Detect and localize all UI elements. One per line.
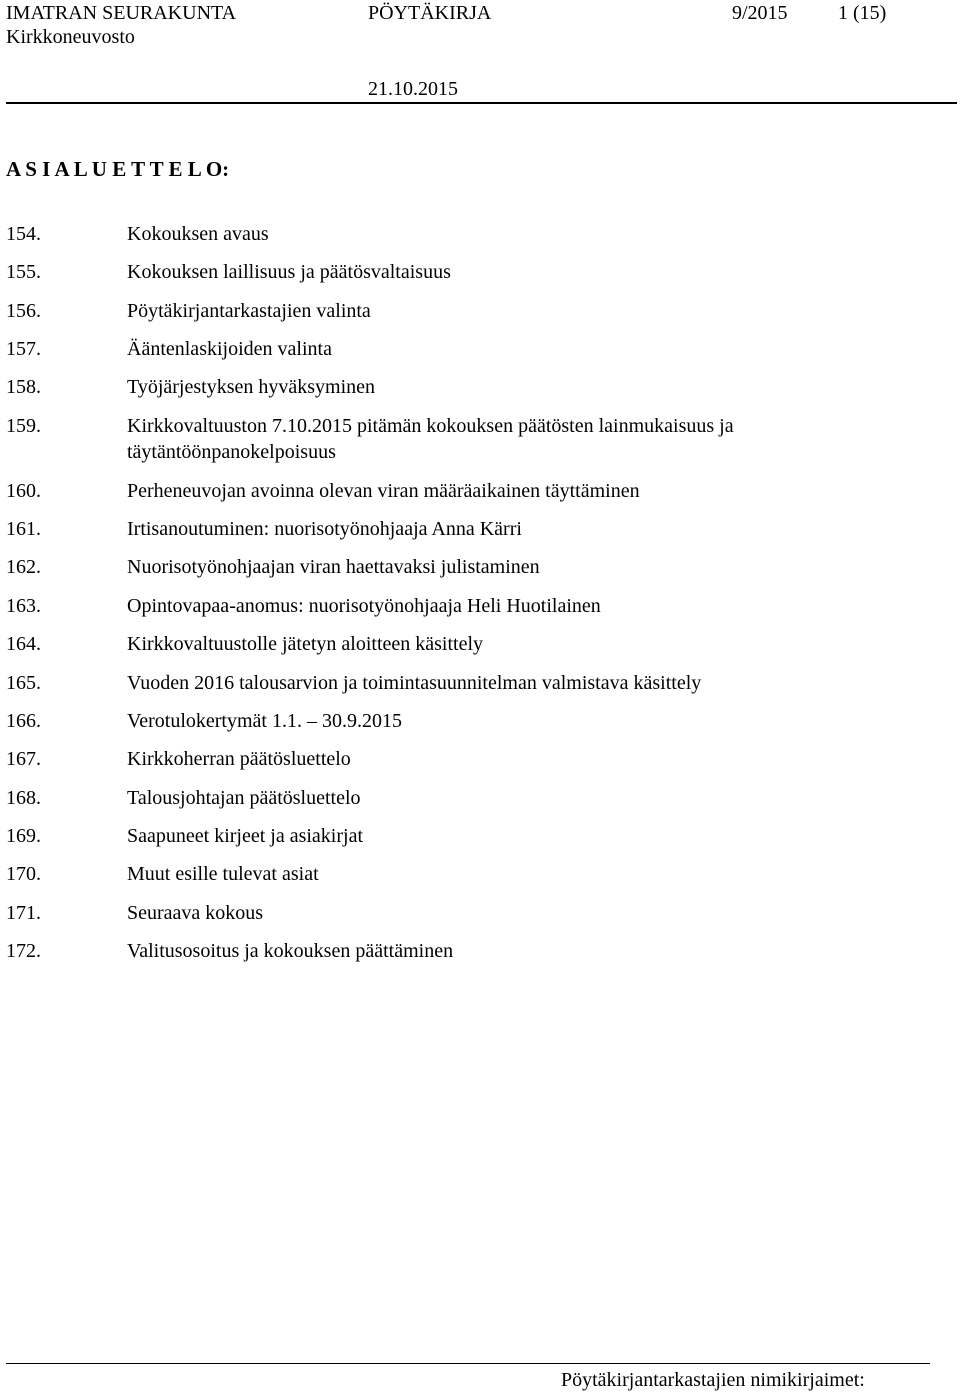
meeting-date: 21.10.2015: [368, 78, 458, 100]
toc-item-text: Muut esille tulevat asiat: [127, 863, 319, 885]
toc-item-text: Kirkkoherran päätösluettelo: [127, 748, 351, 770]
toc-item-text: Verotulokertymät 1.1. – 30.9.2015: [127, 710, 402, 732]
toc-item-number: 163.: [6, 595, 41, 617]
toc-item-text: Vuoden 2016 talousarvion ja toimintasuunnitelman valmistava käsittely: [127, 672, 702, 694]
governing-body: Kirkkoneuvosto: [6, 26, 135, 48]
toc-item-number: 170.: [6, 863, 41, 885]
toc-item-text: Opintovapaa-anomus: nuorisotyönohjaaja Heli Huotilainen: [127, 595, 601, 617]
signature-line: [6, 1363, 930, 1364]
toc-item-number: 171.: [6, 902, 41, 924]
document-type: PÖYTÄKIRJA: [368, 2, 492, 24]
toc-item-number: 169.: [6, 825, 41, 847]
toc-item-number: 166.: [6, 710, 41, 732]
toc-item-text: Saapuneet kirjeet ja asiakirjat: [127, 825, 364, 847]
toc-title: A S I A L U E T T E L O:: [6, 157, 230, 181]
toc-item-number: 158.: [6, 376, 41, 398]
toc-item-text: Kokouksen avaus: [127, 223, 269, 245]
page-number: 1 (15): [838, 2, 887, 24]
toc-item-number: 161.: [6, 518, 41, 540]
toc-item-text: Seuraava kokous: [127, 902, 264, 924]
toc-item-text: Kokouksen laillisuus ja päätösvaltaisuus: [127, 261, 451, 283]
header-divider: [6, 102, 957, 104]
toc-item-text: Työjärjestyksen hyväksyminen: [127, 376, 375, 398]
toc-item-number: 167.: [6, 748, 41, 770]
toc-item-number: 159.: [6, 415, 41, 437]
toc-item-number: 157.: [6, 338, 41, 360]
organization-name: IMATRAN SEURAKUNTA: [6, 2, 237, 24]
toc-item-text: Ääntenlaskijoiden valinta: [127, 338, 332, 360]
toc-item-text: Irtisanoutuminen: nuorisotyönohjaaja Anna Kärri: [127, 518, 522, 540]
toc-item-text: Nuorisotyönohjaajan viran haettavaksi julistaminen: [127, 556, 540, 578]
toc-item-text: Kirkkovaltuustolle jätetyn aloitteen käsittely: [127, 633, 484, 655]
toc-item-text: Kirkkovaltuuston 7.10.2015 pitämän kokouksen päätösten lainmukaisuus ja: [127, 415, 734, 437]
toc-item-number: 168.: [6, 787, 41, 809]
toc-item-number: 160.: [6, 480, 41, 502]
signature-label: Pöytäkirjantarkastajien nimikirjaimet:: [561, 1369, 865, 1391]
toc-item-text: Perheneuvojan avoinna olevan viran määräaikainen täyttäminen: [127, 480, 640, 502]
toc-item-text: Pöytäkirjantarkastajien valinta: [127, 300, 371, 322]
toc-item-number: 162.: [6, 556, 41, 578]
toc-item-number: 155.: [6, 261, 41, 283]
toc-item-number: 156.: [6, 300, 41, 322]
toc-item-number: 165.: [6, 672, 41, 694]
toc-item-text: täytäntöönpanokelpoisuus: [127, 441, 336, 463]
toc-item-number: 164.: [6, 633, 41, 655]
toc-item-text: Valitusosoitus ja kokouksen päättäminen: [127, 940, 454, 962]
toc-item-number: 172.: [6, 940, 41, 962]
document-number: 9/2015: [732, 2, 788, 24]
toc-item-number: 154.: [6, 223, 41, 245]
toc-item-text: Talousjohtajan päätösluettelo: [127, 787, 361, 809]
